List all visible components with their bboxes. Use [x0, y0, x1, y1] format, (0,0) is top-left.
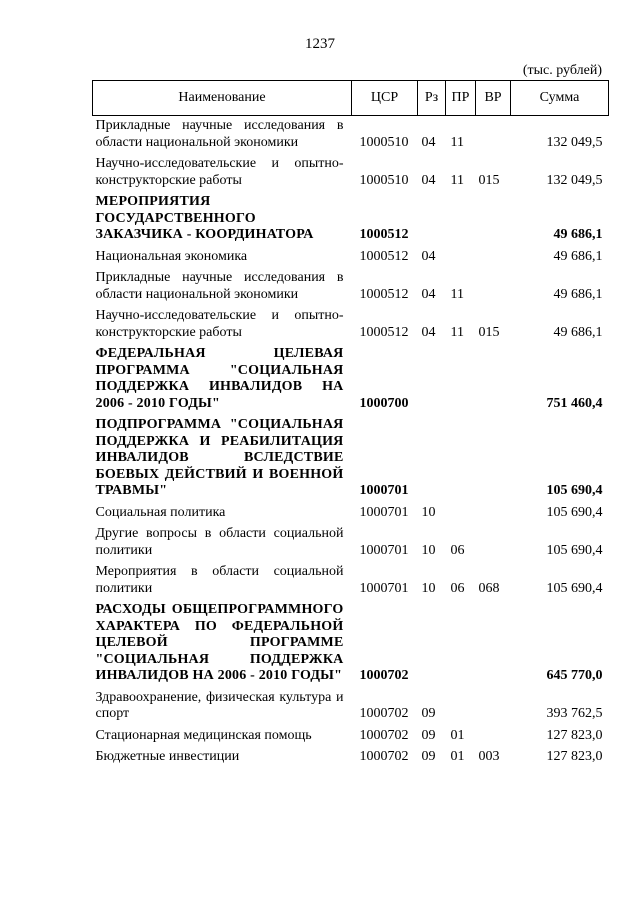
- cell-sum: 105 690,4: [546, 483, 603, 498]
- cell-name: Прикладные научные исследования в области национальной экономики: [95, 270, 344, 302]
- cell-csr: 1000512: [359, 227, 409, 242]
- cell-name: Научно-исследовательские и опытно-конструкторские работы: [95, 156, 344, 188]
- cell-name: Другие вопросы в области социальной политики: [95, 526, 344, 558]
- cell-vr: [476, 116, 511, 157]
- cell-csr: 1000702: [359, 668, 409, 683]
- cell-sum: 49 686,1: [553, 248, 603, 264]
- cell-vr: [476, 346, 511, 417]
- units-note: (тыс. рублей): [522, 63, 602, 78]
- cell-name: Научно-исследовательские и опытно-конструкторские работы: [95, 308, 344, 340]
- cell-pr: [446, 690, 476, 728]
- cell-sum: 105 690,4: [546, 542, 603, 558]
- page-number: 1237: [305, 36, 335, 52]
- cell-rz: 10: [421, 504, 436, 520]
- cell-name: Мероприятия в области социальной политики: [95, 564, 344, 596]
- cell-csr: 1000701: [359, 483, 409, 498]
- cell-vr: [476, 505, 511, 527]
- cell-csr: 1000512: [359, 248, 409, 264]
- cell-pr: 01: [450, 749, 465, 764]
- cell-csr: 1000510: [359, 134, 409, 150]
- cell-pr: 11: [450, 286, 464, 302]
- table-body: [93, 116, 609, 771]
- table-row-heading: [93, 346, 609, 417]
- cell-pr: [446, 249, 476, 271]
- cell-sum: 751 460,4: [546, 395, 603, 411]
- cell-rz: 09: [421, 749, 436, 764]
- cell-sum: 127 823,0: [546, 727, 603, 743]
- cell-rz: [418, 346, 446, 417]
- cell-sum: 49 686,1: [553, 227, 603, 242]
- cell-vr: 015: [478, 324, 500, 340]
- header-pr: ПР: [446, 81, 476, 116]
- cell-csr: 1000702: [359, 727, 409, 743]
- cell-vr: [476, 417, 511, 505]
- cell-csr: 1000510: [359, 172, 409, 188]
- table-row: [93, 505, 609, 527]
- table-row: [93, 156, 609, 194]
- cell-vr: [476, 690, 511, 728]
- table-row: [93, 308, 609, 346]
- cell-rz: 10: [421, 542, 436, 558]
- header-rz: Рз: [418, 81, 446, 116]
- cell-sum: 393 762,5: [546, 706, 603, 721]
- cell-csr: 1000701: [359, 580, 409, 596]
- cell-name: Бюджетные инвестиции: [95, 749, 240, 764]
- cell-pr: [446, 602, 476, 690]
- cell-name: РАСХОДЫ ОБЩЕПРОГРАММНОГО ХАРАКТЕРА ПО ФЕДЕРАЛЬНОЙ ЦЕЛЕВОЙ ПРОГРАММЕ "СОЦИАЛЬНАЯ ПОДДЕРЖКА ИНВАЛИДОВ НА 2006 - 2010 ГОДЫ": [95, 602, 344, 683]
- table-row-heading: [93, 602, 609, 690]
- cell-pr: 06: [450, 542, 465, 558]
- cell-rz: [418, 417, 446, 505]
- cell-sum: 127 823,0: [546, 749, 603, 764]
- cell-vr: 068: [478, 580, 500, 596]
- header-sum: Сумма: [511, 81, 609, 116]
- cell-rz: [418, 194, 446, 249]
- cell-csr: 1000700: [359, 395, 409, 411]
- cell-vr: [476, 249, 511, 271]
- cell-rz: 04: [421, 172, 436, 188]
- cell-rz: 09: [421, 706, 436, 721]
- table-row: [93, 526, 609, 564]
- table-row: [93, 728, 609, 750]
- cell-rz: 09: [421, 727, 436, 743]
- table-row: [93, 564, 609, 602]
- cell-csr: 1000702: [359, 706, 409, 721]
- cell-name: ПОДПРОГРАММА "СОЦИАЛЬНАЯ ПОДДЕРЖКА И РЕАБИЛИТАЦИЯ ИНВАЛИДОВ ВСЛЕДСТВИЕ БОЕВЫХ ДЕЙСТВИЙ И ВОЕННОЙ ТРАВМЫ": [95, 417, 344, 498]
- cell-pr: [446, 346, 476, 417]
- cell-pr: [446, 505, 476, 527]
- cell-csr: 1000512: [359, 286, 409, 302]
- cell-pr: 11: [450, 324, 464, 340]
- cell-name: Национальная экономика: [95, 248, 248, 264]
- cell-pr: 11: [450, 172, 464, 188]
- cell-name: Социальная политика: [95, 504, 226, 520]
- cell-pr: [446, 194, 476, 249]
- cell-vr: [476, 728, 511, 750]
- table-header: [93, 81, 609, 116]
- cell-sum: 105 690,4: [546, 580, 603, 596]
- header-row: [93, 81, 609, 116]
- cell-vr: [476, 602, 511, 690]
- cell-vr: 015: [478, 172, 500, 188]
- cell-name: ФЕДЕРАЛЬНАЯ ЦЕЛЕВАЯ ПРОГРАММА "СОЦИАЛЬНАЯ ПОДДЕРЖКА ИНВАЛИДОВ НА 2006 - 2010 ГОДЫ": [95, 346, 344, 411]
- cell-csr: 1000701: [359, 504, 409, 520]
- cell-rz: 04: [421, 286, 436, 302]
- cell-name: Стационарная медицинская помощь: [95, 727, 312, 743]
- cell-sum: 105 690,4: [546, 504, 603, 520]
- table-row: [93, 116, 609, 157]
- cell-pr: [446, 417, 476, 505]
- header-name: Наименование: [93, 81, 352, 116]
- budget-table-container: [92, 80, 608, 771]
- cell-pr: 11: [450, 134, 464, 150]
- header-vr: ВР: [476, 81, 511, 116]
- cell-name: Здравоохранение, физическая культура и спорт: [95, 689, 344, 721]
- cell-sum: 49 686,1: [553, 286, 603, 302]
- cell-pr: 06: [450, 580, 465, 596]
- cell-pr: 01: [450, 727, 465, 743]
- header-csr: ЦСР: [352, 81, 418, 116]
- cell-name: Прикладные научные исследования в области национальной экономики: [95, 118, 344, 150]
- cell-csr: 1000702: [359, 749, 409, 764]
- budget-table: [92, 80, 609, 771]
- cell-rz: 04: [421, 324, 436, 340]
- table-row: [93, 690, 609, 728]
- cell-rz: 04: [421, 134, 436, 150]
- cell-vr: [476, 270, 511, 308]
- cell-sum: 132 049,5: [546, 172, 603, 188]
- cell-sum: 645 770,0: [546, 668, 603, 683]
- table-row-heading: [93, 194, 609, 249]
- cell-csr: 1000701: [359, 542, 409, 558]
- cell-name: МЕРОПРИЯТИЯ ГОСУДАРСТВЕННОГО ЗАКАЗЧИКА - КООРДИНАТОРА: [95, 194, 314, 242]
- table-row: [93, 249, 609, 271]
- table-row-heading: [93, 417, 609, 505]
- table-row: [93, 749, 609, 771]
- cell-vr: [476, 526, 511, 564]
- table-row: [93, 270, 609, 308]
- cell-rz: 04: [421, 248, 436, 264]
- cell-vr: [476, 194, 511, 249]
- cell-rz: [418, 602, 446, 690]
- cell-rz: 10: [421, 580, 436, 596]
- cell-vr: 003: [478, 749, 500, 764]
- cell-sum: 49 686,1: [553, 324, 603, 340]
- cell-csr: 1000512: [359, 324, 409, 340]
- cell-sum: 132 049,5: [546, 134, 603, 150]
